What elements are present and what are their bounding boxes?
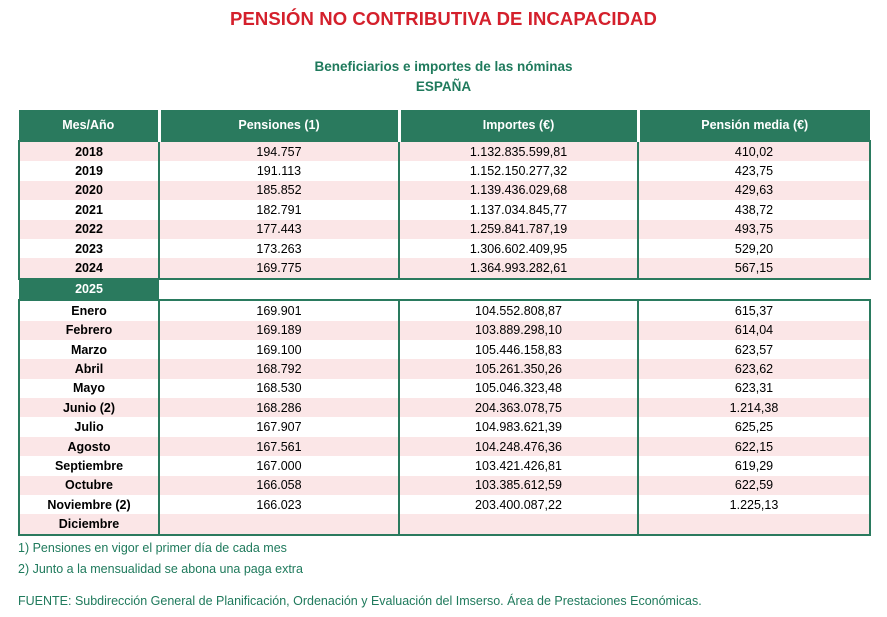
page-title: PENSIÓN NO CONTRIBUTIVA DE INCAPACIDAD — [230, 8, 657, 29]
cell-mes-ano: 2020 — [19, 181, 159, 200]
cell-importes: 1.152.150.277,32 — [399, 161, 638, 180]
cell-importes: 105.261.350,26 — [399, 359, 638, 378]
cell-mes-ano: Septiembre — [19, 456, 159, 475]
column-header-importes[interactable]: Importes (€) — [399, 110, 638, 141]
cell-mes-ano: Diciembre — [19, 514, 159, 534]
cell-importes: 103.385.612,59 — [399, 476, 638, 495]
title-block — [0, 0, 887, 96]
table-body-year-separator — [19, 279, 870, 300]
cell-pension-media: 614,04 — [638, 321, 870, 340]
year-separator-row — [19, 279, 870, 300]
cell-pensiones: 168.286 — [159, 398, 399, 417]
table-row[interactable] — [19, 239, 870, 258]
column-header-pension-media[interactable]: Pensión media (€) — [638, 110, 870, 141]
table-row[interactable] — [19, 437, 870, 456]
cell-mes-ano: 2018 — [19, 141, 159, 161]
cell-pensiones: 169.189 — [159, 321, 399, 340]
cell-pensiones: 166.058 — [159, 476, 399, 495]
year-separator-blank-cell — [638, 279, 870, 300]
cell-mes-ano: Junio (2) — [19, 398, 159, 417]
cell-pensiones: 169.100 — [159, 340, 399, 359]
footnote-1: 1) Pensiones en vigor el primer día de cada mes — [18, 541, 287, 555]
column-header-mes-ano[interactable]: Mes/Año — [19, 110, 159, 141]
cell-importes: 1.259.841.787,19 — [399, 220, 638, 239]
cell-importes: 1.364.993.282,61 — [399, 258, 638, 278]
footnote-2: 2) Junto a la mensualidad se abona una paga extra — [18, 562, 303, 576]
cell-pension-media: 623,57 — [638, 340, 870, 359]
cell-importes: 105.446.158,83 — [399, 340, 638, 359]
cell-importes: 1.139.436.029,68 — [399, 181, 638, 200]
pensions-table-container — [18, 110, 869, 536]
cell-mes-ano: Enero — [19, 300, 159, 320]
cell-mes-ano: Abril — [19, 359, 159, 378]
cell-pension-media: 1.225,13 — [638, 495, 870, 514]
table-row[interactable] — [19, 220, 870, 239]
cell-pension-media: 567,15 — [638, 258, 870, 278]
table-row[interactable] — [19, 398, 870, 417]
cell-pensiones: 167.561 — [159, 437, 399, 456]
subtitle-region: ESPAÑA — [415, 79, 472, 94]
cell-pension-media: 615,37 — [638, 300, 870, 320]
cell-importes: 1.137.034.845,77 — [399, 200, 638, 219]
subtitle-primary: Beneficiarios e importes de las nóminas — [314, 59, 573, 74]
table-row[interactable] — [19, 340, 870, 359]
cell-pension-media: 622,59 — [638, 476, 870, 495]
cell-mes-ano: Julio — [19, 417, 159, 436]
cell-importes: 1.306.602.409,95 — [399, 239, 638, 258]
cell-mes-ano: Marzo — [19, 340, 159, 359]
table-row[interactable] — [19, 141, 870, 161]
cell-importes: 203.400.087,22 — [399, 495, 638, 514]
table-row[interactable] — [19, 321, 870, 340]
cell-pension-media: 410,02 — [638, 141, 870, 161]
cell-pensiones: 167.907 — [159, 417, 399, 436]
cell-mes-ano: Febrero — [19, 321, 159, 340]
cell-pensiones: 173.263 — [159, 239, 399, 258]
table-row[interactable] — [19, 476, 870, 495]
table-row[interactable] — [19, 456, 870, 475]
table-row[interactable] — [19, 514, 870, 534]
table-row[interactable] — [19, 417, 870, 436]
cell-pensiones: 191.113 — [159, 161, 399, 180]
cell-importes: 104.552.808,87 — [399, 300, 638, 320]
cell-pension-media: 438,72 — [638, 200, 870, 219]
cell-mes-ano: Mayo — [19, 379, 159, 398]
cell-mes-ano: Noviembre (2) — [19, 495, 159, 514]
cell-pension-media: 1.214,38 — [638, 398, 870, 417]
cell-pension-media: 622,15 — [638, 437, 870, 456]
year-separator-blank-cell — [159, 279, 399, 300]
cell-pensiones: 166.023 — [159, 495, 399, 514]
cell-pensiones: 168.792 — [159, 359, 399, 378]
column-header-pensiones[interactable]: Pensiones (1) — [159, 110, 399, 141]
cell-pension-media: 623,31 — [638, 379, 870, 398]
table-row[interactable] — [19, 258, 870, 278]
source-line: FUENTE: Subdirección General de Planificación, Ordenación y Evaluación del Imserso. Área de Prestaciones Económicas. — [18, 594, 702, 608]
table-header — [19, 110, 870, 141]
cell-mes-ano: 2023 — [19, 239, 159, 258]
cell-importes: 103.421.426,81 — [399, 456, 638, 475]
cell-pensiones: 177.443 — [159, 220, 399, 239]
table-row[interactable] — [19, 379, 870, 398]
cell-pensiones: 182.791 — [159, 200, 399, 219]
cell-pension-media: 619,29 — [638, 456, 870, 475]
cell-mes-ano: 2022 — [19, 220, 159, 239]
cell-importes: 104.248.476,36 — [399, 437, 638, 456]
cell-mes-ano: 2019 — [19, 161, 159, 180]
year-separator-label: 2025 — [19, 279, 159, 300]
table-row[interactable] — [19, 359, 870, 378]
table-header-row — [19, 110, 870, 141]
cell-pensiones: 194.757 — [159, 141, 399, 161]
year-separator-blank-cell — [399, 279, 638, 300]
cell-importes: 103.889.298,10 — [399, 321, 638, 340]
cell-importes — [399, 514, 638, 534]
cell-pension-media: 423,75 — [638, 161, 870, 180]
cell-pensiones: 185.852 — [159, 181, 399, 200]
cell-pension-media: 493,75 — [638, 220, 870, 239]
cell-mes-ano: Octubre — [19, 476, 159, 495]
cell-pensiones: 167.000 — [159, 456, 399, 475]
cell-pension-media: 529,20 — [638, 239, 870, 258]
pensions-table — [18, 110, 871, 536]
table-row[interactable] — [19, 300, 870, 320]
table-body-years — [19, 141, 870, 279]
cell-pension-media — [638, 514, 870, 534]
cell-mes-ano: 2024 — [19, 258, 159, 278]
table-row[interactable] — [19, 495, 870, 514]
cell-importes: 105.046.323,48 — [399, 379, 638, 398]
cell-pensiones: 169.901 — [159, 300, 399, 320]
cell-pensiones: 168.530 — [159, 379, 399, 398]
cell-pensiones: 169.775 — [159, 258, 399, 278]
cell-mes-ano: 2021 — [19, 200, 159, 219]
table-body-months — [19, 300, 870, 535]
cell-pensiones — [159, 514, 399, 534]
footnotes — [18, 538, 869, 580]
cell-pension-media: 625,25 — [638, 417, 870, 436]
cell-importes: 104.983.621,39 — [399, 417, 638, 436]
table-row[interactable] — [19, 181, 870, 200]
cell-importes: 204.363.078,75 — [399, 398, 638, 417]
table-row[interactable] — [19, 200, 870, 219]
cell-pension-media: 623,62 — [638, 359, 870, 378]
cell-importes: 1.132.835.599,81 — [399, 141, 638, 161]
cell-pension-media: 429,63 — [638, 181, 870, 200]
table-row[interactable] — [19, 161, 870, 180]
cell-mes-ano: Agosto — [19, 437, 159, 456]
